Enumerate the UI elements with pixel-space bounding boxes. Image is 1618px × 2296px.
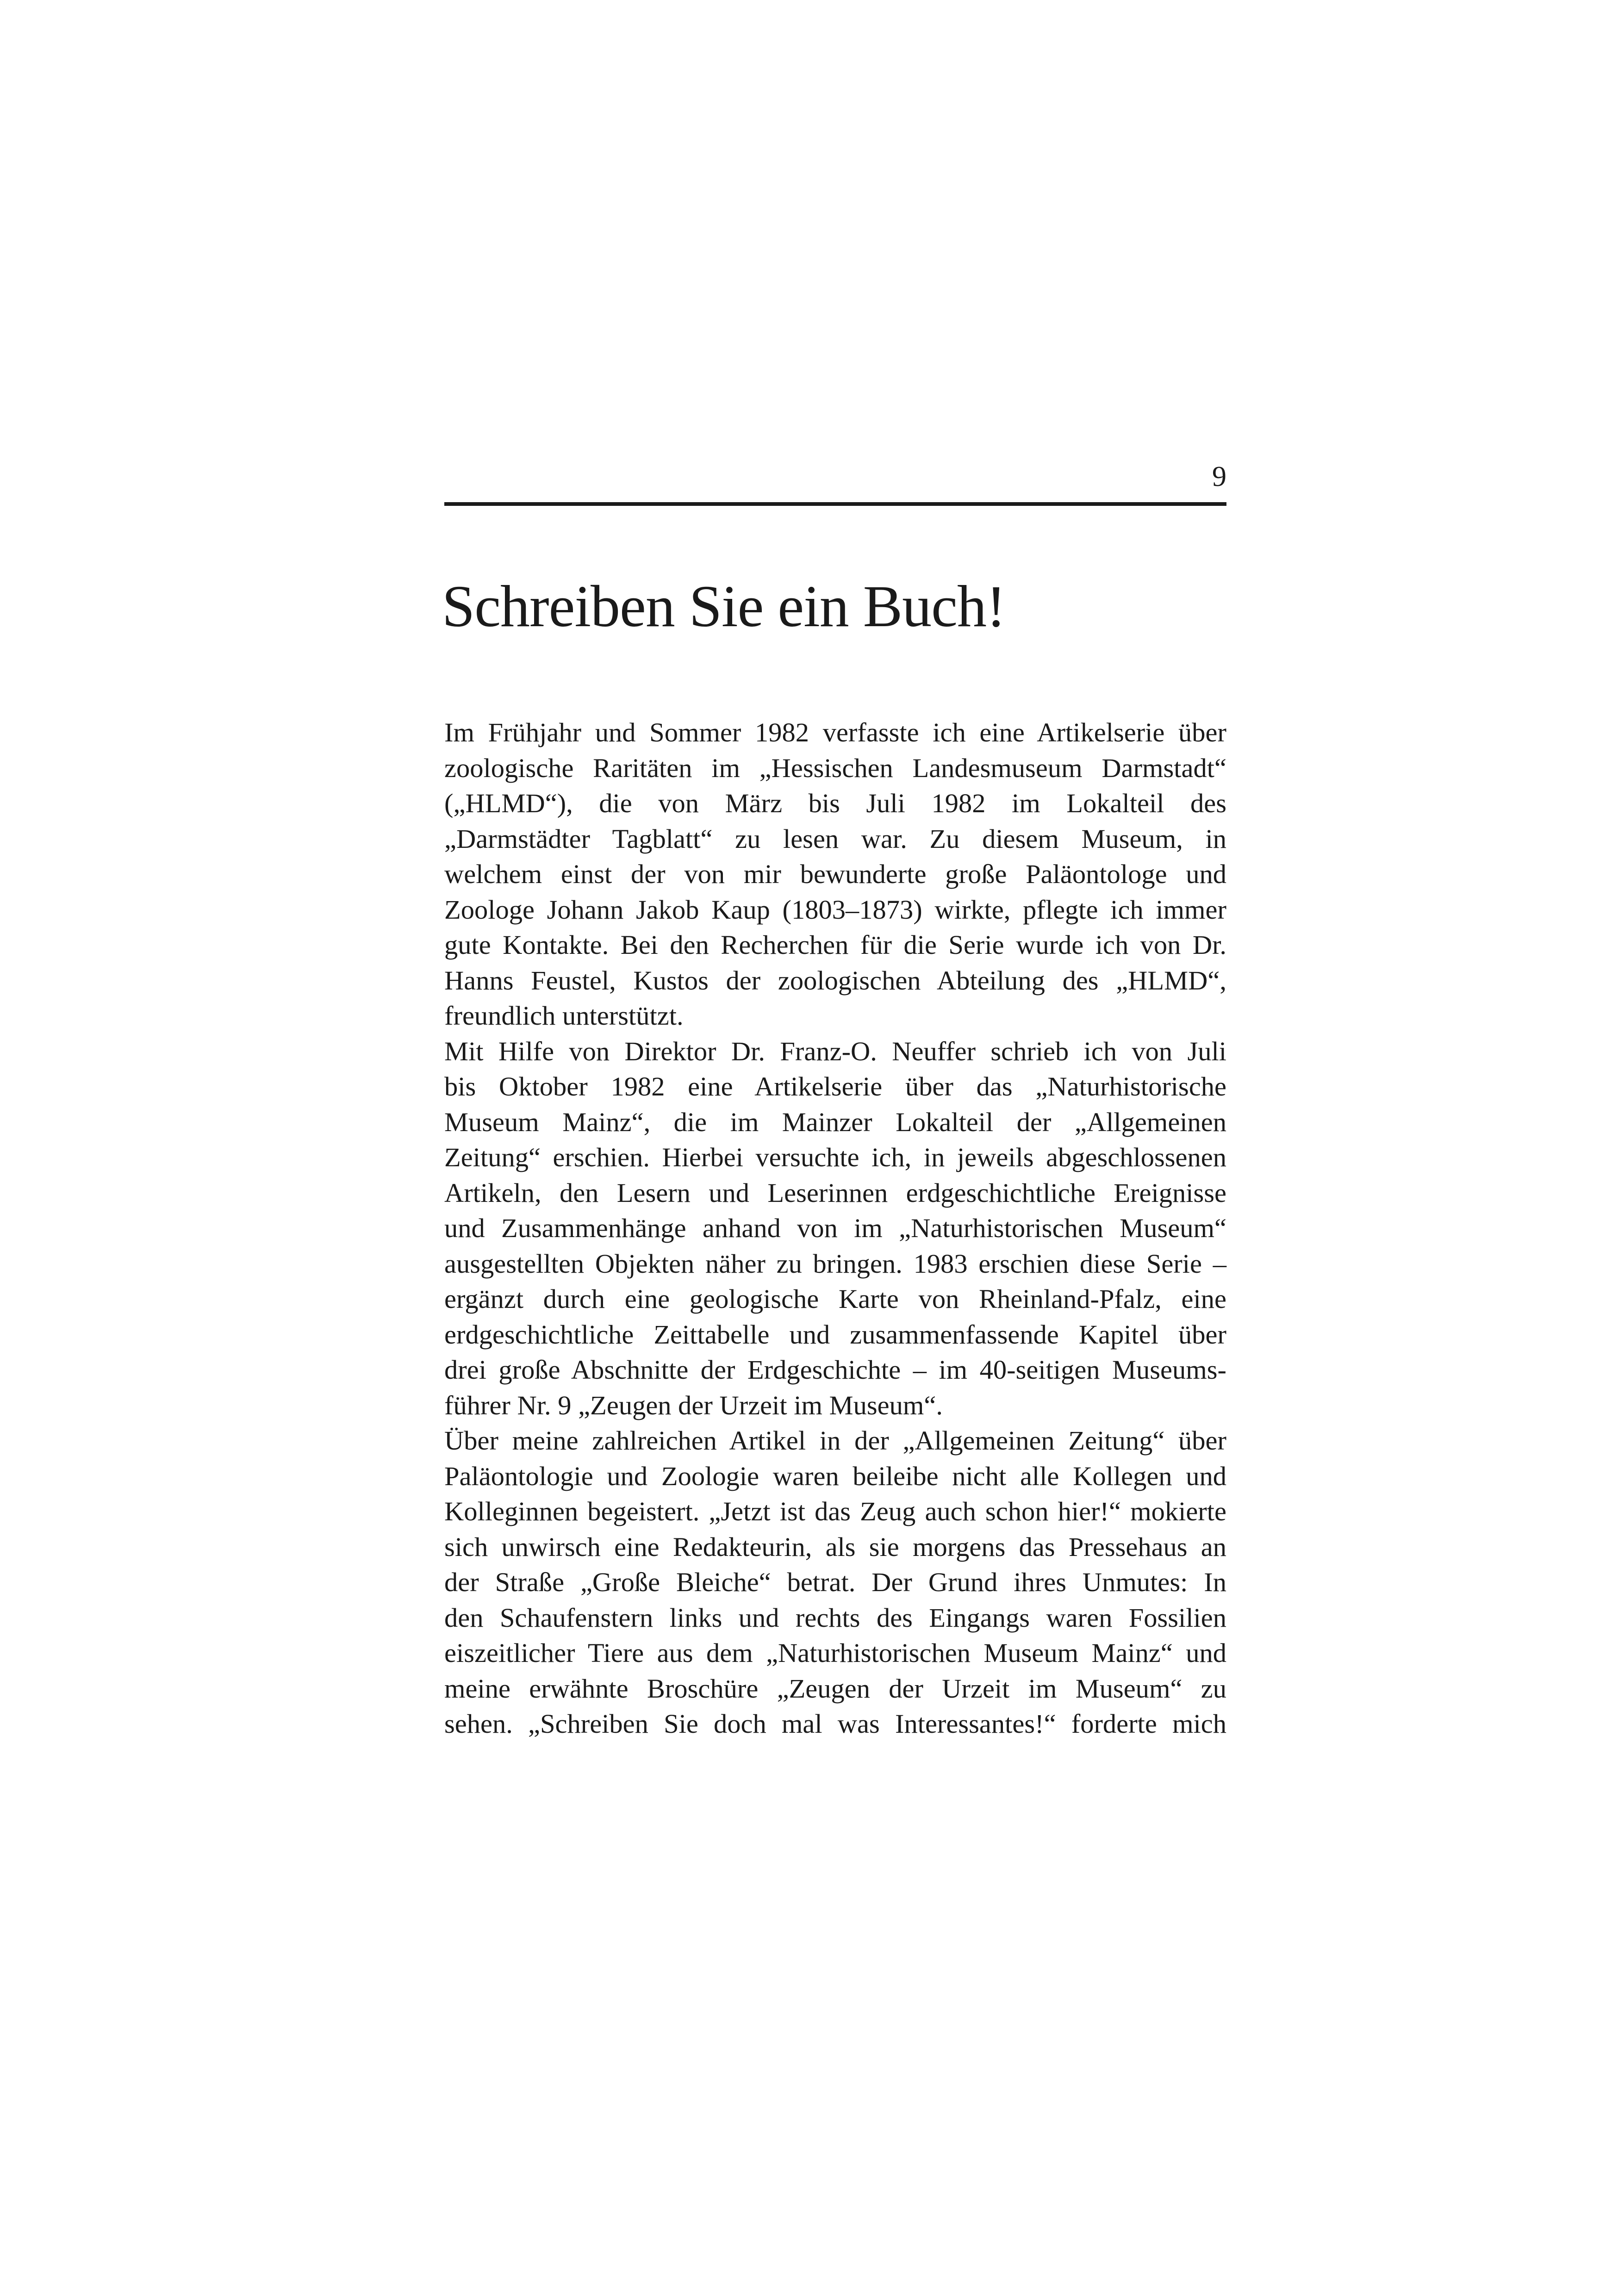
body-line: Zeitung“ erschien. Hierbei versuchte ich, in jeweils abgeschlossenen [444,1142,1226,1172]
body-line: Über meine zahlreichen Artikel in der „Allgemeinen Zeitung“ über [444,1425,1226,1456]
body-line: freundlich unterstützt. [444,1001,684,1031]
body-line: der Straße „Große Bleiche“ betrat. Der Grund ihres Unmutes: In [444,1567,1226,1597]
body-line: meine erwähnte Broschüre „Zeugen der Urzeit im Museum“ zu [444,1673,1226,1704]
body-line: welchem einst der von mir bewunderte große Paläontologe und [444,859,1226,889]
body-line: Hanns Feustel, Kustos der zoologischen Abteilung des „HLMD“, [444,965,1226,996]
body-line: gute Kontakte. Bei den Recherchen für die Serie wurde ich von Dr. [444,930,1226,960]
body-line: Zoologe Johann Jakob Kaup (1803–1873) wirkte, pflegte ich immer [444,894,1226,925]
body-line: erdgeschichtliche Zeittabelle und zusammenfassende Kapitel über [444,1319,1226,1350]
body-line: eiszeitlicher Tiere aus dem „Naturhistorischen Museum Mainz“ und [444,1638,1226,1668]
body-line: sich unwirsch eine Redakteurin, als sie morgens das Pressehaus an [444,1531,1226,1562]
body-line: bis Oktober 1982 eine Artikelserie über das „Naturhistorische [444,1071,1226,1101]
body-line: Museum Mainz“, die im Mainzer Lokalteil der „Allgemeinen [444,1107,1226,1137]
body-line: ergänzt durch eine geologische Karte von Rheinland-Pfalz, eine [444,1284,1226,1314]
page-number: 9 [1212,461,1226,492]
body-line: Im Frühjahr und Sommer 1982 verfasste ich eine Artikelserie über [444,717,1226,747]
body-line: ausgestellten Objekten näher zu bringen. 1983 erschien diese Serie – [444,1248,1226,1279]
header-rule [444,502,1226,506]
chapter-title: Schreiben Sie ein Buch! [442,573,1006,639]
body-line: Paläontologie und Zoologie waren beileibe nicht alle Kollegen und [444,1461,1226,1491]
body-line: und Zusammenhänge anhand von im „Naturhistorischen Museum“ [444,1213,1226,1243]
body-line: drei große Abschnitte der Erdgeschichte – im 40-seitigen Museums- [444,1355,1226,1385]
body-text [444,715,1226,1742]
body-line: Artikeln, den Lesern und Leserinnen erdgeschichtliche Ereignisse [444,1177,1226,1208]
body-line: „Darmstädter Tagblatt“ zu lesen war. Zu diesem Museum, in [444,823,1226,854]
body-line: den Schaufenstern links und rechts des Eingangs waren Fossilien [444,1602,1226,1633]
body-line: („HLMD“), die von März bis Juli 1982 im Lokalteil des [444,788,1226,818]
body-line: führer Nr. 9 „Zeugen der Urzeit im Museum“. [444,1390,943,1420]
body-line: Kolleginnen begeistert. „Jetzt ist das Zeug auch schon hier!“ mokierte [444,1496,1226,1526]
body-line: sehen. „Schreiben Sie doch mal was Interessantes!“ forderte mich [444,1709,1226,1739]
body-line: Mit Hilfe von Direktor Dr. Franz-O. Neuffer schrieb ich von Juli [444,1036,1226,1066]
body-line: zoologische Raritäten im „Hessischen Landesmuseum Darmstadt“ [444,753,1226,783]
